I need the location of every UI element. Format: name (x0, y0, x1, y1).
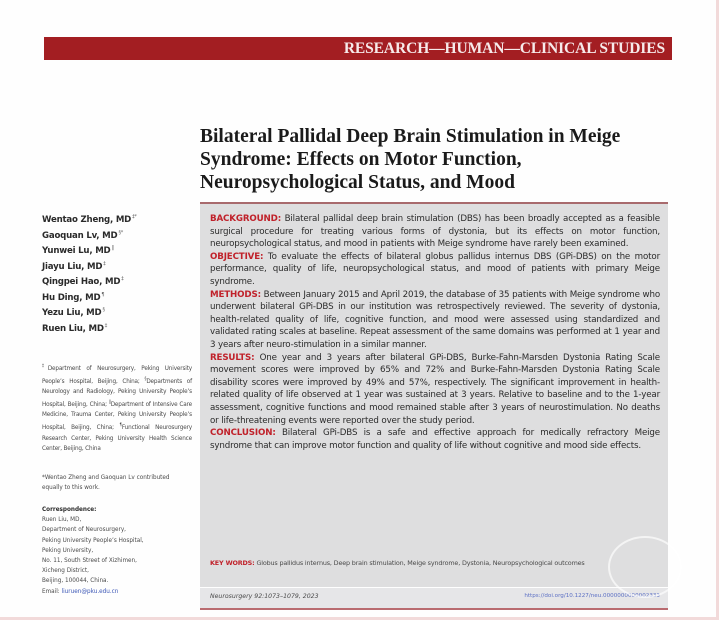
author-affiliation-mark: §* (118, 229, 124, 236)
abstract-box (200, 202, 668, 587)
section-label: CONCLUSION: (210, 428, 276, 439)
correspondence-line: Ruen Liu, MD, (42, 517, 82, 524)
abstract-methods (210, 289, 660, 352)
watermark-stamp-icon (608, 536, 682, 598)
correspondence-line: No. 11, South Street of Xizhimen, (42, 558, 137, 565)
section-banner: RESEARCH—HUMAN—CLINICAL STUDIES (44, 37, 672, 60)
correspondence-line: Department of Neurosurgery, (42, 527, 126, 534)
abstract-conclusion (210, 427, 660, 452)
keywords-text: Globus pallidus internus, Deep brain stimulation, Meige syndrome, Dystonia, Neuropsychological outcomes (256, 559, 585, 567)
keywords (210, 558, 660, 569)
author-list (42, 210, 192, 334)
doi-link[interactable]: https://doi.org/10.1227/neu.0000000000002333 (524, 593, 660, 599)
author-name: Jiayu Liu, MD (42, 261, 103, 272)
author (42, 272, 192, 288)
author (42, 226, 192, 242)
author-affiliation-mark: ‡ (103, 260, 106, 267)
section-label: METHODS: (210, 289, 261, 300)
section-label: BACKGROUND: (210, 214, 282, 224)
author-name: Yezu Liu, MD (42, 308, 102, 318)
author (42, 210, 192, 226)
section-text: Bilateral GPi-DBS is a safe and effective approach for medically refractory Meige syndrome that can improve motor function and quality of life without cognitive and mood side effects. (210, 428, 660, 451)
correspondence-line: Beijing, 100044, China. (42, 578, 109, 585)
correspondence (42, 505, 202, 597)
correspondence-line: Xicheng District, (42, 568, 89, 575)
abstract-body (210, 213, 660, 452)
journal-citation: Neurosurgery 92:1073–1079, 2023 (210, 593, 319, 600)
author-name: Ruen Liu, MD (42, 323, 104, 334)
correspondence-line: Peking University People’s Hospital, (42, 537, 144, 544)
keywords-label: KEY WORDS: (210, 559, 255, 567)
author-name: Yunwei Lu, MD (42, 246, 111, 256)
section-text: Between January 2015 and April 2019, the database of 35 patients with Meige syndrome who underwent bilateral GPi-DBS in our institution was retrospectively reviewed. The severity of dystonia, health-related quality of life, cognitive function, and mood were assessed using standardized and validated rating scales at baseline. Repeat assessment of the same domains was performed at 1 year and 3 years after neuro-stimulation in a similar manner. (210, 289, 660, 350)
equal-contribution-note: *Wentao Zheng and Gaoquan Lv contributed equally to this work. (42, 475, 170, 492)
affiliation-mark: § (144, 376, 147, 382)
author-name: Qingpei Hao, MD (42, 277, 121, 287)
affiliations (42, 361, 192, 454)
author-affiliation-mark: ¶ (101, 291, 105, 298)
citation-footer (200, 588, 668, 610)
author-name: Hu Ding, MD (42, 292, 101, 303)
section-text: One year and 3 years after bilateral GPi-DBS, Burke-Fahn-Marsden Dystonia Rating Scale movement scores were improved by 65% and 72% and Burke-Fahn-Marsden Dystonia Rating Scale disability scores were improved by 49% and 57%, respectively. The significant improvement in health-related quality of life observed at 1 year was sustained at 3 years. Relative to baseline and to the 1-year assessment, cognitive functions and mood remained stable after 3 years of neurostimulation. No deaths or life-threatening events were reported over the study period. (210, 352, 660, 426)
author (42, 303, 192, 319)
affiliation: Department of Neurosurgery, Peking University People’s Hospital, Beijing, China; (42, 366, 192, 386)
author (42, 241, 192, 257)
affiliation-mark: ‖ (108, 399, 111, 405)
correspondence-line: Peking University, (42, 547, 94, 554)
section-label: OBJECTIVE: (210, 251, 264, 262)
section-label: RESULTS: (210, 352, 255, 363)
author-affiliation-mark: ‡ (104, 322, 108, 329)
author-affiliation-mark: ‡* (132, 214, 137, 220)
affiliation: Department of Intensive Care Medicine, Trauma Center, Peking University People’s Hospital, Beijing, China; (42, 402, 192, 432)
article-title: Bilateral Pallidal Deep Brain Stimulation in Meige Syndrome: Effects on Motor Function, Neuropsychological Status, and Mood (200, 126, 621, 193)
abstract-background (210, 213, 660, 251)
author-affiliation-mark: ‡ (121, 276, 124, 282)
author-affiliation-mark: § (102, 307, 105, 313)
correspondence-heading: Correspondence: (42, 507, 97, 513)
author-name: Gaoquan Lv, MD (42, 230, 118, 241)
author (42, 288, 192, 304)
author-name: Wentao Zheng, MD (42, 215, 132, 225)
email-label: Email: (42, 588, 60, 595)
author (42, 257, 192, 273)
author (42, 319, 192, 335)
email-line (42, 587, 202, 597)
affiliation: Functional Neurosurgery Research Center, Peking University Health Science Center, Beijing, China (42, 425, 192, 452)
author-affiliation-mark: ‖ (111, 245, 114, 251)
affiliation-mark: ¶ (119, 422, 122, 428)
email-link[interactable]: liuruen@pku.edu.cn (61, 588, 119, 595)
section-text: To evaluate the effects of bilateral globus pallidus internus DBS (GPi-DBS) on the motor performance, quality of life, neuropsychological status, and mood of patients with primary Meige syndrome. (210, 251, 660, 287)
section-text: Bilateral pallidal deep brain stimulation (DBS) has been broadly accepted as a feasible surgical procedure for treating various forms of dystonia, but its effects on motor function, neuropsychological status, and mood in patients with Meige syndrome have rarely been examined. (210, 214, 660, 250)
affiliation: Departments of Neurology and Radiology, Peking University People’s Hospital, Beijing, China; (42, 379, 192, 409)
abstract-objective (210, 251, 660, 289)
affiliation-mark: ‡ (42, 363, 48, 368)
abstract-results (210, 352, 660, 428)
